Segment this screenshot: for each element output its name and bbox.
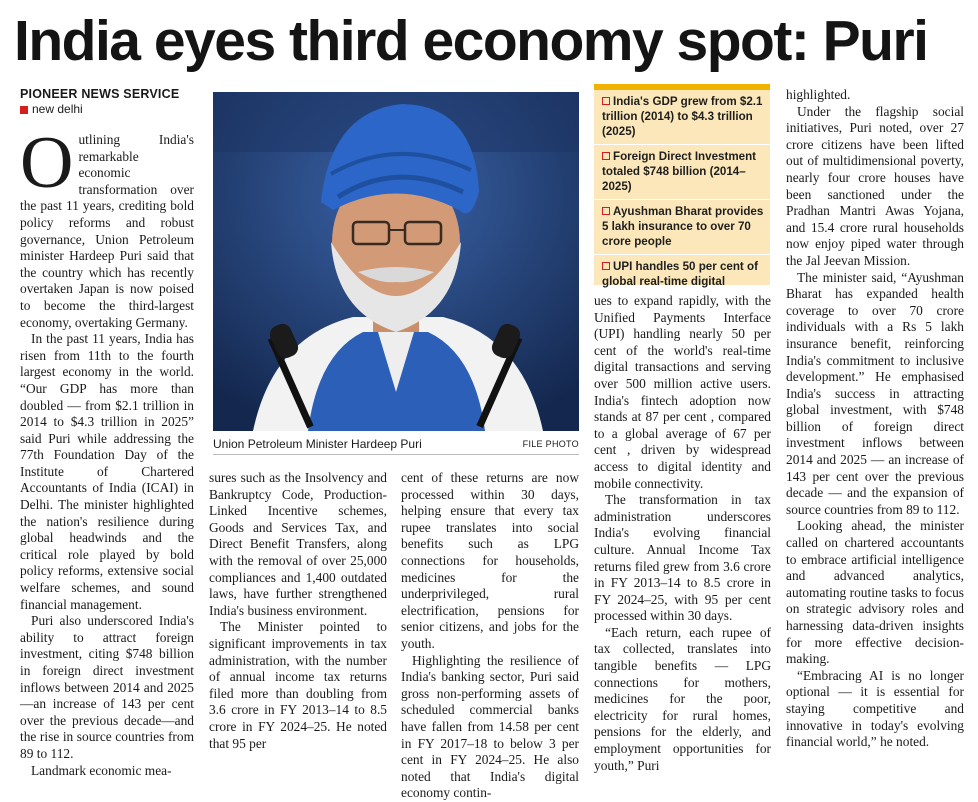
article-paragraph: Looking ahead, the minister called on chartered accountants to embrace artificial intelligence and advanced analytics, automating routine tasks to focus on strategic advisory roles and harnessing data-driven insights for more effective decision-making. bbox=[786, 518, 964, 667]
headline: India eyes third economy spot: Puri bbox=[14, 9, 928, 73]
square-bullet-icon bbox=[602, 97, 610, 105]
drop-cap: O bbox=[20, 122, 74, 204]
square-bullet-icon bbox=[602, 262, 610, 270]
highlight-item: Ayushman Bharat provides 5 lakh insurance to over 70 crore people bbox=[594, 200, 770, 255]
article-column-1 bbox=[20, 122, 194, 778]
square-bullet-icon bbox=[602, 207, 610, 215]
article-paragraph: The minister said, “Ayushman Bharat has expanded health coverage to over 70 crore individuals with a Rs 5 lakh insurance benefit, reinforcing India's commitment to inclusive development.” He emphasised India's success in attracting global investment, with $748 billion of foreign direct investment inflows between 2014 and 2025 — an increase of 143 per cent over the previous decade — and the expansion of source countries from 89 to 112. bbox=[786, 269, 964, 517]
article-paragraph: ues to expand rapidly, with the Unified Payments Interface (UPI) handling nearly 50 per cent of the world's real-time digital transactions and serving over 500 million active users. India's fintech adoption now stands at 87 per cent , compared to a global average of 67 per cent , driven by widespread access to digital identity and mobile connectivity. bbox=[594, 293, 771, 491]
highlight-item: India's GDP grew from $2.1 trillion (2014) to $4.3 trillion (2025) bbox=[594, 90, 770, 145]
photo-credit: FILE PHOTO bbox=[522, 439, 579, 449]
portrait-illustration bbox=[213, 92, 579, 431]
article-paragraph: The Minister pointed to significant improvements in tax administration, with the number of annual income tax returns filed more than doubling from 3.6 crore in FY 2013–14 to 8.5 crore in FY 2024–25. He noted that 95 per bbox=[209, 619, 387, 751]
article-column-3 bbox=[401, 470, 579, 801]
article-paragraph: Under the flagship social initiatives, Puri noted, over 27 crore citizens have been lifted out of multidimensional poverty, nearly four crore houses have been sanctioned under the Pradhan Mantri Awas Yojana, and 15.4 crore rural households now enjoy piped water through the Jal Jeevan Mission. bbox=[786, 103, 964, 268]
agency-name: PIONEER NEWS SERVICE bbox=[20, 87, 180, 101]
byline bbox=[20, 86, 210, 117]
dateline-text: new delhi bbox=[32, 102, 83, 116]
article-paragraph: Puri also underscored India's ability to attract foreign investment, citing $748 billion in foreign direct investment inflows between 2014 and 2025—an increase of 143 per cent over the previous decade—and the rise in source countries from 89 to 112. bbox=[20, 613, 194, 761]
highlight-item: UPI handles 50 per cent of global real-time digital bbox=[602, 260, 758, 288]
article-paragraph: Highlighting the resilience of India's banking sector, Puri said gross non-performing assets of scheduled commercial banks have fallen from 14.58 per cent in FY 2017–18 to below 3 per cent in FY 2024–25. He also noted that India's digital economy contin- bbox=[401, 652, 579, 801]
article-paragraph: cent of these returns are now processed within 30 days, helping ensure that every tax rupee translates into social benefits such as LPG connections for households, medicines for the underprivileged, rural electrification, pensions for senior citizens, and jobs for the youth. bbox=[401, 470, 579, 651]
dateline bbox=[20, 102, 210, 117]
caption-text: Union Petroleum Minister Hardeep Puri bbox=[213, 437, 422, 451]
photo-caption bbox=[213, 434, 579, 455]
article-paragraph: “Each return, each rupee of tax collected, translates into tangible benefits — LPG connections for mothers, medicines for the poor, electricity for rural homes, pensions for the elderly, and employment opportunities for youth,” Puri bbox=[594, 624, 771, 773]
highlights-box bbox=[594, 84, 770, 288]
article-paragraph: Landmark economic mea- bbox=[31, 762, 172, 778]
dateline-square-icon bbox=[20, 106, 28, 114]
article-paragraph: The transformation in tax administration underscores India's evolving financial culture. Annual Income Tax returns filed grew from 3.6 crore in FY 2013–14 to 8.5 crore in FY 2024–25, with 95 per cent processed within 30 days. bbox=[594, 492, 771, 624]
square-bullet-icon bbox=[602, 152, 610, 160]
highlight-item: Foreign Direct Investment totaled $748 billion (2014–2025) bbox=[594, 145, 770, 200]
minister-photo bbox=[213, 92, 579, 431]
lead-paragraph: Outlining India's remarkable economic transformation over the past 11 years, crediting bold policy reforms and robust governance, Union Petroleum minister Hardeep Puri said that the country which has recently overtaken Japan is now poised to become the third-largest economy, overtaking Germany. bbox=[20, 122, 194, 330]
article-column-5 bbox=[786, 87, 964, 762]
article-paragraph: In the past 11 years, India has risen from 11th to the fourth largest economy in the world. “Our GDP has more than doubled — from $2.1 trillion in 2014 to $4.3 trillion in 2025” said Puri while addressing the 77th Foundation Day of the Institute of Chartered Accountants of India (ICAI) in Delhi. The minister highlighted the nation's resilience during global headwinds and the critical role played by bold policy reforms, extensive social welfare schemes, and sound financial management. bbox=[20, 331, 194, 612]
article-paragraph: sures such as the Insolvency and Bankruptcy Code, Production-Linked Incentive schemes, Goods and Services Tax, and Direct Benefit Transfers, along with the removal of over 25,000 compliances and 1,400 outdated laws, have further strengthened India's business environment. bbox=[209, 470, 387, 618]
article-paragraph: highlighted. bbox=[786, 87, 851, 102]
article-paragraph: “Embracing AI is no longer optional — it is essential for staying competitive and innovative in today's evolving financial world,” he noted. bbox=[786, 667, 964, 750]
article-column-2 bbox=[209, 470, 387, 762]
article-column-4 bbox=[594, 293, 771, 773]
